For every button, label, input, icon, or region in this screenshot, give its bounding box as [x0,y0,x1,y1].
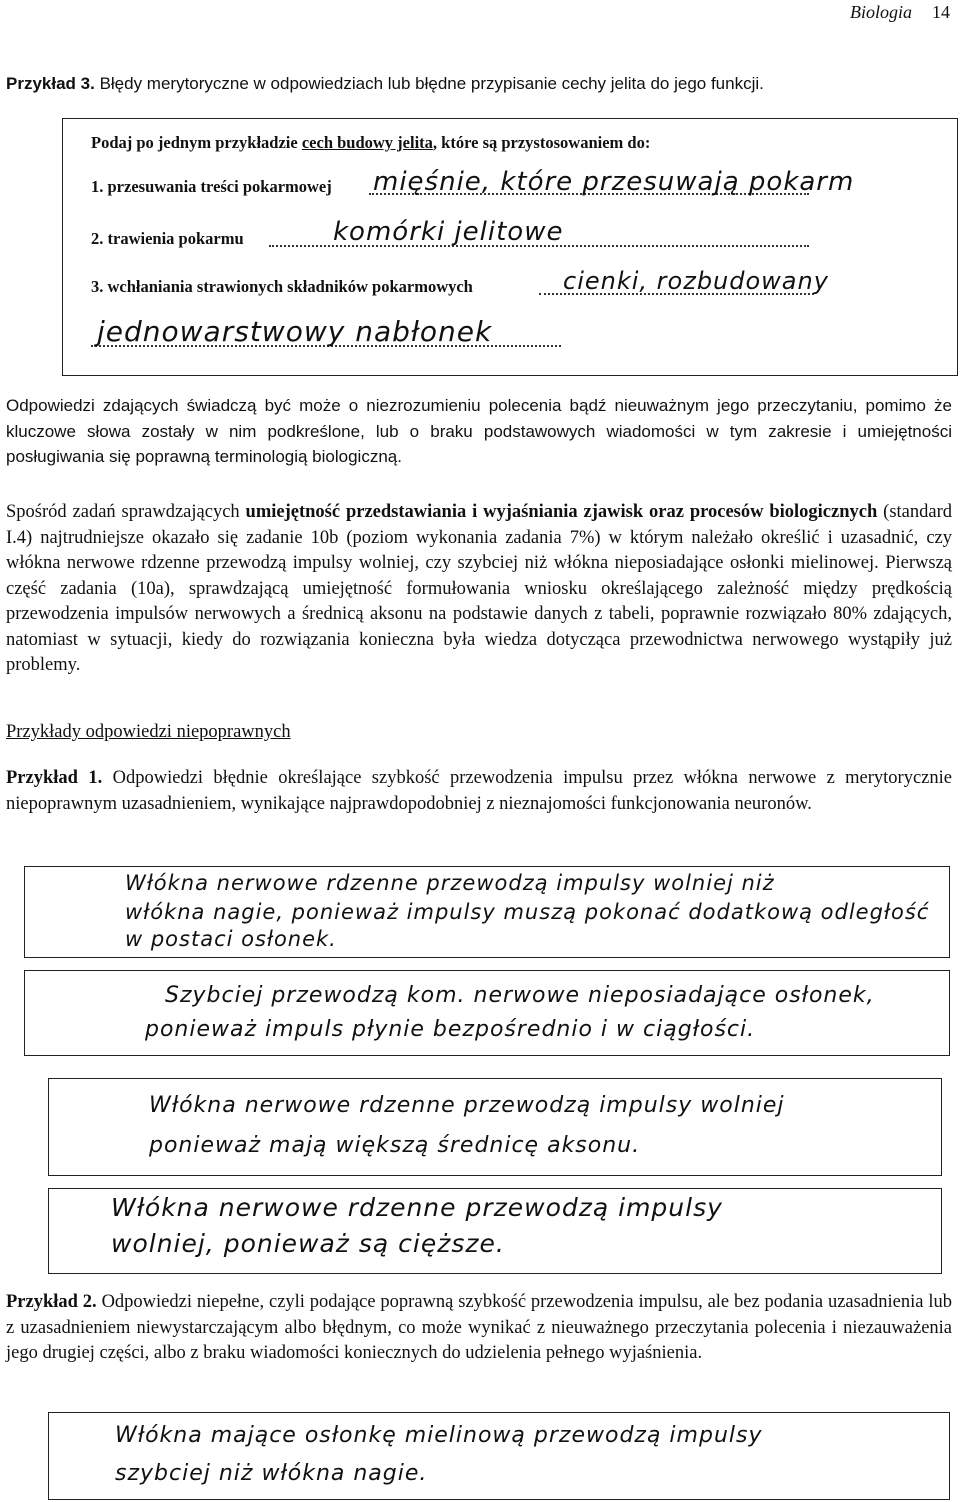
handwritten-answer-3: Włókna nerwowe rdzenne przewodzą impulsy wolniej ponieważ mają większą średnicę aksonu. [48,1078,942,1176]
paragraph-1: Odpowiedzi zdających świadczą być może o niezrozumieniu polecenia bądź nieuważnym jego przeczytaniu, pomimo że kluczowe słowa zostały w nim podkreślone, lub o braku podstawowych wiadomości w tym zakresie i umiejętności posługiwania się poprawną terminologią biologiczną. [6,396,952,466]
handwriting-3: cienki, rozbudowany [563,267,829,295]
handwritten-answer-4: Włókna nerwowe rdzenne przewodzą impulsy wolniej, ponieważ są cięższe. [48,1188,942,1274]
handwriting-1: mięśnie, które przesuwają pokarm [373,167,855,197]
handwritten-answer-1: Włókna nerwowe rdzenne przewodzą impulsy wolniej niż włókna nagie, ponieważ impulsy muszą pokonać dodatkową odległość w postaci osłonek. [24,866,950,958]
handwritten-answer-2: Szybciej przewodzą kom. nerwowe nieposiadające osłonek, ponieważ impuls płynie bezpośrednio i w ciągłości. [24,970,950,1056]
example-3-label: Przykład 3. [6,74,95,93]
handwriting-2: komórki jelitowe [333,217,564,247]
example-2-paragraph: Przykład 2. Odpowiedzi niepełne, czyli podające poprawną szybkość przewodzenia impulsu, ale bez podania uzasadnienia lub z uzasadnieniem niewystarczającym albo błędnym, co może wynikać z nieuważnego przeczytania polecenia i niezauważenia jego drugiej części, albo z braku wiadomości koniecznych do udzielenia pełnego wyjaśnienia. [6,1292,952,1363]
scan-item-3: 3. wchłaniania strawionych składników pokarmowych [91,277,473,296]
scanned-answer-1 [62,118,958,376]
handwritten-answer-5: Włókna mające osłonkę mielinową przewodzą impulsy szybciej niż włókna nagie. [48,1412,950,1500]
subject-label: Biologia [850,2,912,22]
page-header [850,2,950,23]
scan-item-2: 2. trawienia pokarmu [91,229,244,248]
examples-heading: Przykłady odpowiedzi niepoprawnych [6,722,291,742]
page-number: 14 [932,2,950,22]
example-3-heading [6,71,952,97]
example-1-label: Przykład 1. [6,768,103,788]
example-1-paragraph: Przykład 1. Odpowiedzi błędnie określające szybkość przewodzenia impulsu przez włókna nerwowe z merytorycznie niepoprawnym uzasadnieniem, wynikające najprawdopodobniej z nieznajomości funkcjonowania neuronów. [6,768,952,814]
example-2-label: Przykład 2. [6,1292,97,1312]
example-3-text: Błędy merytoryczne w odpowiedziach lub błędne przypisanie cechy jelita do jego funkcji. [99,74,764,93]
scan-item-1: 1. przesuwania treści pokarmowej [91,177,332,196]
paragraph-2: Spośród zadań sprawdzających umiejętność przedstawiania i wyjaśniania zjawisk oraz procesów biologicznych (standard I.4) najtrudniejsze okazało się zadanie 10b (poziom wykonania zadania 7%) w którym należało określić i uzasadnić, czy włókna nerwowe rdzenne przewodzą impulsy wolniej, czy szybciej niż włókna nieposiadające osłonki mielinowej. Pierwszą część zadania (10a), sprawdzającą umiejętność formułowania wniosku określającego zależność między prędkością przewodzenia impulsów nerwowych a średnicą aksonu na podstawie danych z tabeli, poprawnie rozwiązało 80% zdających, natomiast w sytuacji, kiedy do rozwiązania konieczna była wiedza dotycząca przewodnictwa nerwowego wystąpiły już problemy. [6,502,952,675]
scan-prompt: Podaj po jednym przykładzie cech budowy jelita, które są przystosowaniem do: [91,133,651,152]
handwriting-4: jednowarstwowy nabłonek [97,315,493,348]
